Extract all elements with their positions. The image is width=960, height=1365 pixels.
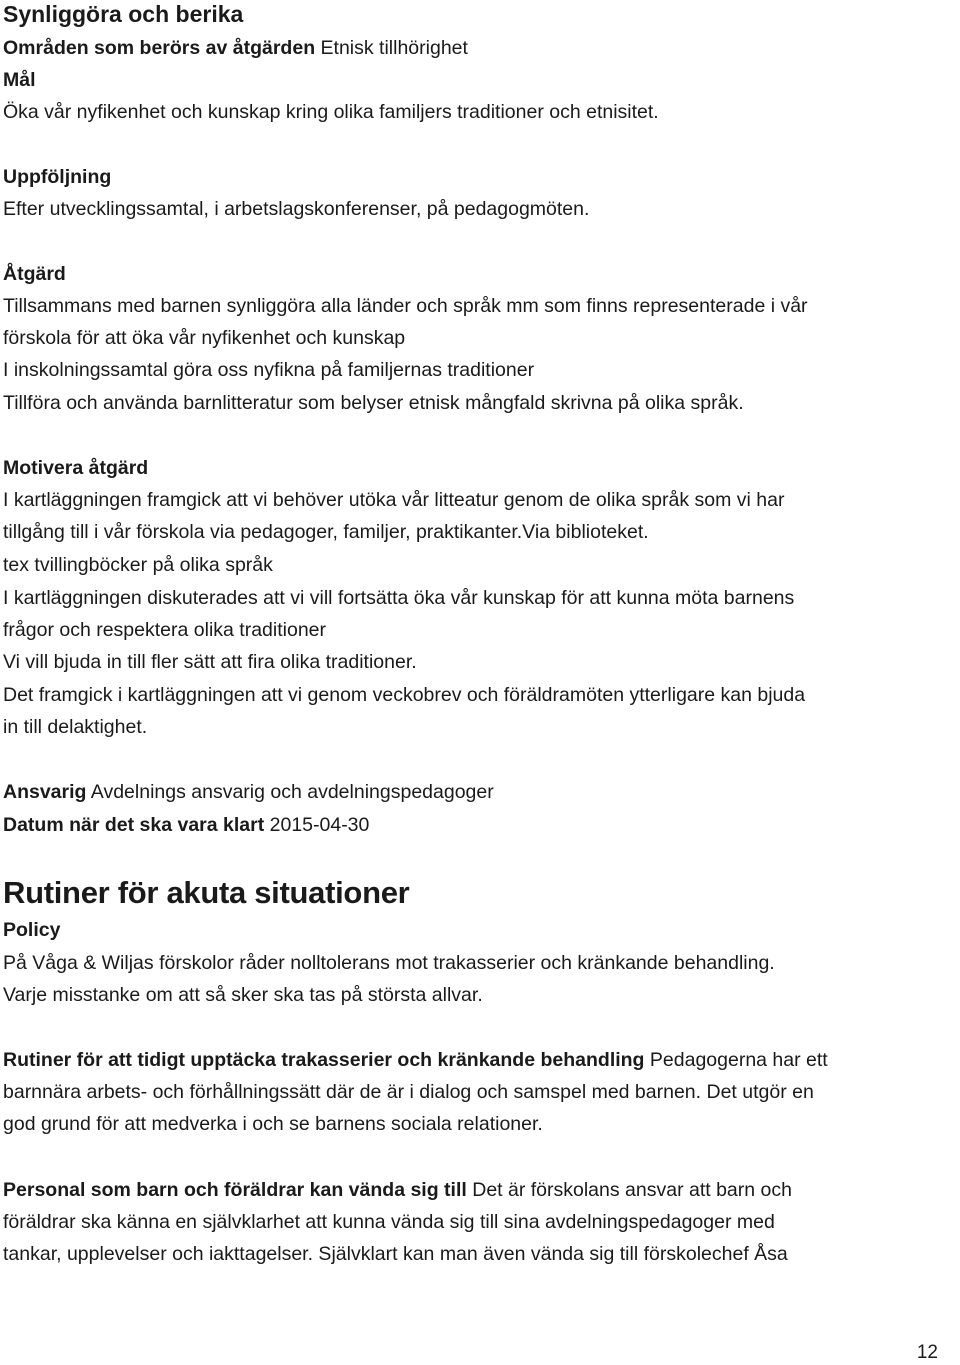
action-label: Åtgärd bbox=[3, 263, 66, 285]
staff-line: föräldrar ska känna en självklarhet att kunna vända sig till sina avdelningspedagoger med bbox=[3, 1211, 775, 1233]
motivate-line: in till delaktighet. bbox=[3, 716, 148, 738]
staff-label: Personal som barn och föräldrar kan vända sig till bbox=[3, 1179, 467, 1201]
staff-line: tankar, upplevelser och iakttagelser. Självklart kan man även vända sig till förskolechef Åsa bbox=[3, 1243, 788, 1265]
responsible-value: Avdelnings ansvarig och avdelningspedagoger bbox=[90, 781, 494, 803]
motivate-line: Vi vill bjuda in till fler sätt att fira olika traditioner. bbox=[3, 651, 417, 673]
followup-label: Uppföljning bbox=[3, 166, 112, 188]
routines-line bbox=[3, 1048, 828, 1072]
areas-value: Etnisk tillhörighet bbox=[320, 37, 468, 59]
policy-label: Policy bbox=[3, 919, 61, 941]
section-title: Synliggöra och berika bbox=[3, 1, 244, 27]
motivate-line: tex tvillingböcker på olika språk bbox=[3, 554, 273, 576]
routines-label: Rutiner för att tidigt upptäcka trakasserier och kränkande behandling bbox=[3, 1049, 645, 1071]
action-line: förskola för att öka vår nyfikenhet och kunskap bbox=[3, 327, 406, 349]
motivate-line: I kartläggningen diskuterades att vi vill fortsätta öka vår kunskap för att kunna möta barnens bbox=[3, 587, 795, 609]
areas-label: Områden som berörs av åtgärden bbox=[3, 37, 316, 59]
areas-line bbox=[3, 36, 468, 60]
action-line: Tillsammans med barnen synliggöra alla länder och språk mm som finns representerade i vår bbox=[3, 295, 808, 317]
action-line: Tillföra och använda barnlitteratur som belyser etnisk mångfald skrivna på olika språk. bbox=[3, 392, 744, 414]
goal-label: Mål bbox=[3, 69, 36, 91]
action-line: I inskolningssamtal göra oss nyfikna på familjernas traditioner bbox=[3, 359, 535, 381]
date-label: Datum när det ska vara klart bbox=[3, 814, 265, 836]
goal-text: Öka vår nyfikenhet och kunskap kring olika familjers traditioner och etnisitet. bbox=[3, 101, 659, 123]
routines-text: Pedagogerna har ett bbox=[649, 1049, 828, 1071]
followup-text: Efter utvecklingssamtal, i arbetslagskonferenser, på pedagogmöten. bbox=[3, 198, 590, 220]
responsible-label: Ansvarig bbox=[3, 781, 87, 803]
staff-line bbox=[3, 1178, 792, 1202]
routines-line: god grund för att medverka i och se barnens sociala relationer. bbox=[3, 1113, 543, 1135]
policy-line: På Våga & Wiljas förskolor råder nolltolerans mot trakasserier och kränkande behandling. bbox=[3, 952, 775, 974]
motivate-line: I kartläggningen framgick att vi behöver utöka vår litteatur genom de olika språk som vi har bbox=[3, 489, 785, 511]
motivate-line: Det framgick i kartläggningen att vi genom veckobrev och föräldramöten ytterligare kan bjuda bbox=[3, 684, 806, 706]
motivate-line: frågor och respektera olika traditioner bbox=[3, 619, 326, 641]
staff-text: Det är förskolans ansvar att barn och bbox=[472, 1179, 792, 1201]
responsible-line bbox=[3, 780, 494, 804]
section-heading: Rutiner för akuta situationer bbox=[3, 875, 410, 910]
date-line bbox=[3, 813, 369, 837]
motivate-label: Motivera åtgärd bbox=[3, 457, 149, 479]
policy-line: Varje misstanke om att så sker ska tas på största allvar. bbox=[3, 984, 483, 1006]
routines-line: barnnära arbets- och förhållningssätt där de är i dialog och samspel med barnen. Det utgör en bbox=[3, 1081, 814, 1103]
motivate-line: tillgång till i vår förskola via pedagoger, familjer, praktikanter.Via biblioteket. bbox=[3, 521, 649, 543]
date-value: 2015-04-30 bbox=[269, 814, 370, 836]
page-number: 12 bbox=[916, 1342, 938, 1363]
